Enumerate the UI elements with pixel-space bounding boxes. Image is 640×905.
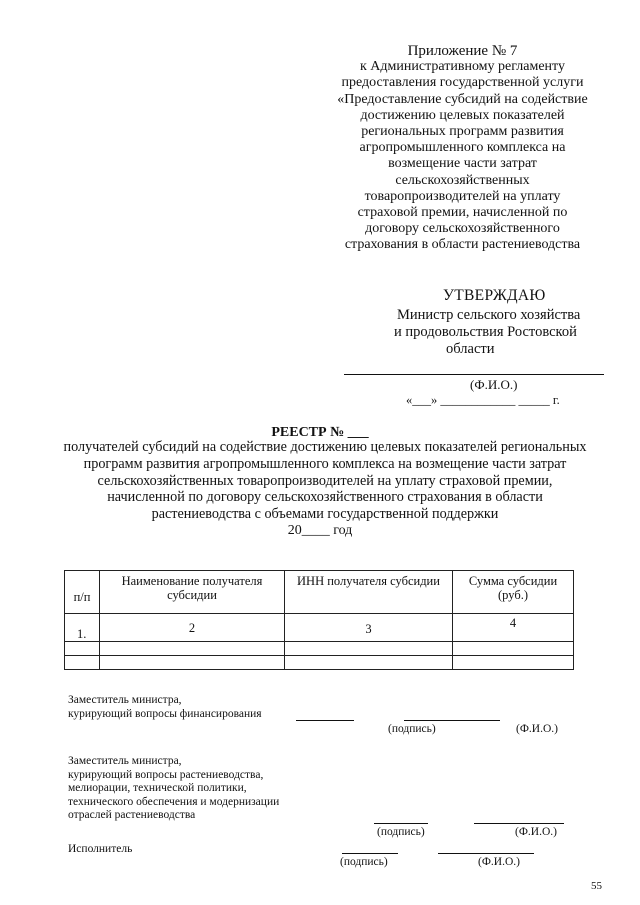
table-cell [100, 656, 285, 670]
table-cell: 1. [65, 614, 100, 642]
signature-text: курирующий вопросы растениеводства, [68, 768, 264, 781]
appendix-line: возмещение части затрат [388, 156, 537, 172]
signature-text: курирующий вопросы финансирования [68, 707, 262, 720]
table-cell [100, 642, 285, 656]
table-cell [285, 642, 453, 656]
approve-line: области [446, 341, 495, 357]
approve-date: «___» ____________ _____ г. [406, 393, 560, 407]
finance-signature-line [296, 720, 354, 721]
signature-text: Заместитель министра, [68, 755, 182, 767]
appendix-line: страхования в области растениеводства [344, 237, 581, 253]
executor-label: Исполнитель [68, 843, 133, 855]
table-row [65, 614, 574, 642]
appendix-line: к Административному регламенту [360, 59, 565, 75]
approve-line: и продовольствия Ростовской [394, 324, 577, 340]
header-cell: ИНН получателя субсидии [285, 571, 453, 614]
signature-text: отраслей растениеводства [68, 809, 196, 822]
header-cell: п/п [65, 571, 100, 614]
executor-signature-line [342, 853, 398, 854]
registry-table [64, 570, 574, 670]
crop-fio-label: (Ф.И.О.) [515, 826, 557, 838]
appendix-line: предоставления государственной услуги [341, 75, 584, 91]
table-header-row [65, 571, 574, 614]
executor-fio-line [438, 853, 534, 854]
signature-text: Заместитель министра, [68, 694, 182, 706]
approve-fio-label: (Ф.И.О.) [470, 377, 518, 392]
crop-sign-label: (подпись) [377, 826, 425, 838]
table-cell [453, 656, 574, 670]
table-cell [285, 656, 453, 670]
finance-sign-label: (подпись) [388, 723, 436, 735]
registry-description: получателей субсидий на содействие достижению целевых показателей региональных программ развития агропромышленного комплекса на возмещение части затрат сельскохозяйственных товаропроизводителей на уплату страховой премии, начисленной по договору сельскохозяйственного страхования в области растениеводства с объемами государственной поддержки [63, 439, 587, 523]
executor-sign-label: (подпись) [340, 856, 388, 868]
appendix-line: «Предоставление субсидий на содействие [337, 91, 588, 107]
table-row [65, 642, 574, 656]
executor-fio-label: (Ф.И.О.) [478, 856, 520, 868]
header-cell: Наименование получателя субсидии [100, 571, 285, 614]
registry-year: 20____ год [287, 523, 353, 538]
table-row [65, 656, 574, 670]
appendix-line: агропромышленного комплекса на [359, 140, 566, 156]
crop-signature-line [374, 823, 428, 824]
finance-fio-line [404, 720, 500, 721]
table-cell [65, 656, 100, 670]
appendix-line: товаропроизводителей на уплату [364, 188, 561, 204]
finance-deputy-title [68, 694, 262, 721]
table-cell [453, 642, 574, 656]
appendix-line: страховой премии, начисленной по [357, 205, 568, 221]
registry-title: РЕЕСТР № ___ [271, 425, 369, 440]
approve-heading: УТВЕРЖДАЮ [443, 287, 546, 304]
signature-text: технического обеспечения и модернизации [68, 795, 280, 808]
signature-text: мелиорации, технической политики, [68, 782, 247, 795]
appendix-line: региональных программ развития [361, 124, 564, 140]
appendix-line: договору сельскохозяйственного [365, 221, 560, 237]
table-cell [65, 642, 100, 656]
appendix-title: Приложение № 7 [407, 43, 518, 59]
approve-line: Министр сельского хозяйства [397, 307, 581, 323]
table-cell: 3 [285, 614, 453, 642]
crop-fio-line [474, 823, 564, 824]
finance-fio-label: (Ф.И.О.) [516, 723, 558, 735]
appendix-block [310, 43, 615, 254]
appendix-line: сельскохозяйственных [395, 172, 530, 188]
page-number: 55 [591, 880, 602, 892]
appendix-line: достижению целевых показателей [360, 107, 565, 123]
approve-signature-line [344, 374, 604, 375]
table-cell: 2 [100, 614, 285, 642]
header-cell: Сумма субсидии (руб.) [453, 571, 574, 614]
table-cell: 4 [453, 614, 574, 642]
crop-deputy-title [68, 755, 279, 823]
